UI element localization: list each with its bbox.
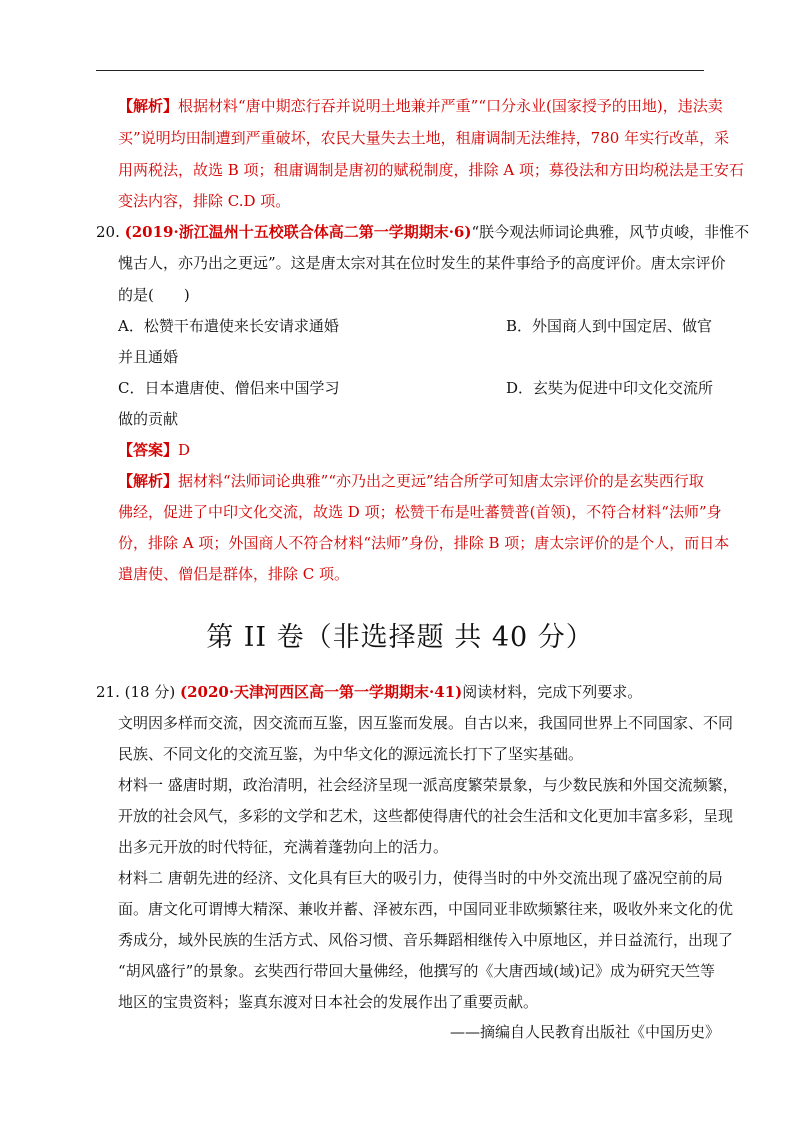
option-b: B．外国商人到中国定居、做官 <box>506 317 713 335</box>
header-rule <box>96 70 704 71</box>
question-stem-line: 的是( ) <box>118 286 190 304</box>
material-line: “胡风盛行”的景象。玄奘西行带回大量佛经，他撰写的《大唐西域(域)记》成为研究天竺等 <box>118 962 716 980</box>
question-score: (18 分) <box>124 683 176 701</box>
material-line: 开放的社会风气，多彩的文学和艺术，这些都使得唐代的社会生活和文化更加丰富多彩，呈现 <box>118 807 734 825</box>
question-stem-line: 愧古人，亦乃出之更远”。这是唐太宗对其在位时发生的某件事给予的高度评价。唐太宗评价 <box>118 254 726 272</box>
analysis-line: 【解析】据材料“法师词论典雅”“亦乃出之更远”结合所学可知唐太宗评价的是玄奘西行取 <box>118 472 704 490</box>
material-line: 出多元开放的时代特征，充满着蓬勃向上的活力。 <box>118 838 449 856</box>
option-d: D．玄奘为促进中印文化交流所 <box>506 379 714 397</box>
question-stem-line <box>96 682 642 702</box>
option-d-continued: 做的贡献 <box>118 410 179 428</box>
analysis-line: 买”说明均田制遭到严重破坏，农民大量失去土地，租庸调制无法维持，780 年实行改革，采 <box>118 129 730 147</box>
analysis-line: 份，排除 A 项；外国商人不符合材料“法师”身份，排除 B 项；唐太宗评价的是个人，而日本 <box>118 534 730 552</box>
answer-tag: 【答案】 <box>118 441 179 459</box>
analysis-tag: 【解析】 <box>118 97 179 115</box>
material-line: 秀成分，域外民族的生活方式、风俗习惯、音乐舞蹈相继传入中原地区，并日益流行，出现了 <box>118 931 734 949</box>
question-number: 20. <box>96 223 120 241</box>
option-c: C．日本遣唐使、僧侣来中国学习 <box>118 379 340 397</box>
analysis-line: 变法内容，排除 C.D 项。 <box>118 192 291 210</box>
material-line: 面。唐文化可谓博大精深、兼收并蓄、泽被东西，中国同亚非欧频繁往来，吸收外来文化的优 <box>118 900 734 918</box>
material-line: 地区的宝贵资料；鉴真东渡对日本社会的发展作出了重要贡献。 <box>118 993 539 1011</box>
analysis-line: 【解析】根据材料“唐中期恋行吞并说明土地兼并严重”“口分永业(国家授予的田地)，违法卖 <box>118 97 723 115</box>
analysis-line: 佛经，促进了中印文化交流，故选 D 项；松赞干布是吐蕃赞普(首领)，不符合材料“法师”身 <box>118 503 722 521</box>
question-number: 21. <box>96 683 120 701</box>
section-title: 第 II 卷（非选择题 共 40 分） <box>206 622 594 653</box>
material-line: 民族、不同文化的交流互鉴，为中华文化的源远流长打下了坚实基础。 <box>118 745 584 763</box>
question-instruction: 阅读材料，完成下列要求。 <box>462 683 643 701</box>
analysis-line: 用两税法，故选 B 项；租庸调制是唐初的赋税制度，排除 A 项；募役法和方田均税法是王安石 <box>118 161 744 179</box>
analysis-line: 遣唐使、僧侣是群体，排除 C 项。 <box>118 565 350 583</box>
question-source: (2019·浙江温州十五校联合体高二第一学期期末·6) <box>124 223 472 241</box>
question-source: (2020·天津河西区高一第一学期期末·41) <box>179 683 463 701</box>
material-line: 材料一 盛唐时期，政治清明，社会经济呈现一派高度繁荣景象，与少数民族和外国交流频繁， <box>118 776 738 794</box>
material-line: 文明因多样而交流，因交流而互鉴，因互鉴而发展。自古以来，我国同世界上不同国家、不同 <box>118 714 734 732</box>
analysis-tag: 【解析】 <box>118 472 179 490</box>
option-b-continued: 并且通婚 <box>118 348 179 366</box>
citation: ——摘编自人民教育出版社《中国历史》 <box>450 1023 721 1041</box>
material-line: 材料二 唐朝先进的经济、文化具有巨大的吸引力，使得当时的中外交流出现了盛况空前的局 <box>118 869 723 887</box>
answer-value: D <box>178 441 191 459</box>
answer-line <box>118 440 190 460</box>
option-a: A．松赞干布遣使来长安请求通婚 <box>118 317 339 335</box>
question-stem-line: 20. (2019·浙江温州十五校联合体高二第一学期期末·6)“朕今观法师词论典雅，风节贞峻，非惟不 <box>96 223 750 241</box>
